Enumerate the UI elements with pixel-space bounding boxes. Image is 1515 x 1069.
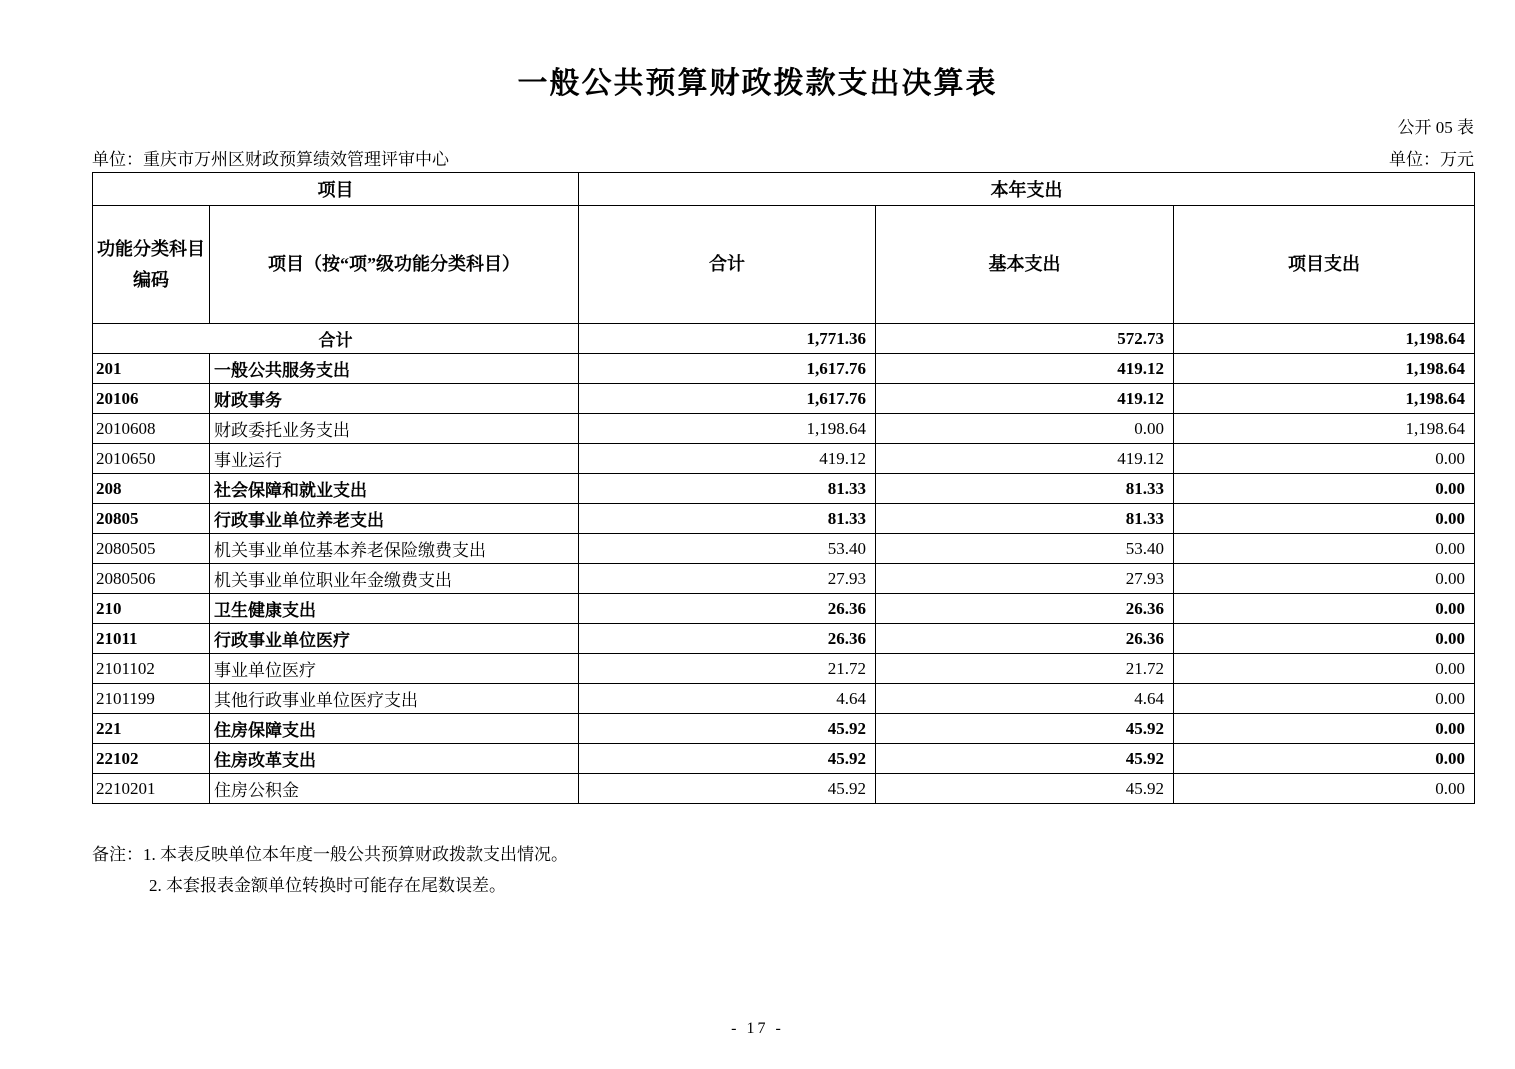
- row-name-cell: 行政事业单位医疗: [210, 624, 579, 654]
- header-group-row: [93, 173, 1475, 206]
- footnote-line-2: 2. 本套报表金额单位转换时可能存在尾数误差。: [149, 876, 506, 895]
- row-basic-cell: 572.73: [876, 324, 1174, 354]
- row-name-cell: 住房公积金: [210, 774, 579, 804]
- row-code-cell: 2210201: [93, 774, 210, 804]
- row-name-cell: 事业单位医疗: [210, 654, 579, 684]
- row-project-cell: 0.00: [1174, 774, 1475, 804]
- page-title: 一般公共预算财政拨款支出决算表: [517, 67, 998, 100]
- header-group-current-year-expenditure: 本年支出: [579, 173, 1475, 206]
- header-col-basic-expenditure: 基本支出: [876, 206, 1174, 324]
- header-columns-row: [93, 206, 1475, 324]
- row-project-cell: 1,198.64: [1174, 384, 1475, 414]
- row-basic-cell: 27.93: [876, 564, 1174, 594]
- row-name-cell: 财政事务: [210, 384, 579, 414]
- row-total-cell: 81.33: [579, 474, 876, 504]
- row-total-cell: 45.92: [579, 774, 876, 804]
- row-code-cell: 20805: [93, 504, 210, 534]
- row-total-cell: 1,617.76: [579, 354, 876, 384]
- row-basic-cell: 45.92: [876, 774, 1174, 804]
- table-row: [93, 774, 1475, 804]
- table-row: [93, 504, 1475, 534]
- footnotes: [92, 839, 568, 901]
- row-basic-cell: 4.64: [876, 684, 1174, 714]
- row-project-cell: 1,198.64: [1174, 324, 1475, 354]
- header-col-total: 合计: [579, 206, 876, 324]
- row-project-cell: 0.00: [1174, 714, 1475, 744]
- row-basic-cell: 45.92: [876, 744, 1174, 774]
- row-name-cell: 机关事业单位基本养老保险缴费支出: [210, 534, 579, 564]
- row-code-cell: 22102: [93, 744, 210, 774]
- row-code-cell: 2101199: [93, 684, 210, 714]
- row-basic-cell: 53.40: [876, 534, 1174, 564]
- row-project-cell: 1,198.64: [1174, 414, 1475, 444]
- row-code-cell: 210: [93, 594, 210, 624]
- table-row: [93, 564, 1475, 594]
- row-project-cell: 0.00: [1174, 564, 1475, 594]
- row-basic-cell: 81.33: [876, 504, 1174, 534]
- table-row: [93, 714, 1475, 744]
- row-basic-cell: 26.36: [876, 594, 1174, 624]
- table-row: [93, 444, 1475, 474]
- table-row: [93, 324, 1475, 354]
- row-basic-cell: 419.12: [876, 384, 1174, 414]
- row-project-cell: 0.00: [1174, 654, 1475, 684]
- table-row: [93, 534, 1475, 564]
- row-total-cell: 419.12: [579, 444, 876, 474]
- row-basic-cell: 81.33: [876, 474, 1174, 504]
- row-project-cell: 0.00: [1174, 594, 1475, 624]
- row-total-cell: 26.36: [579, 624, 876, 654]
- row-name-cell: 事业运行: [210, 444, 579, 474]
- row-project-cell: 0.00: [1174, 504, 1475, 534]
- row-total-cell: 45.92: [579, 714, 876, 744]
- footnote-line-1: 备注：1. 本表反映单位本年度一般公共预算财政拨款支出情况。: [92, 845, 568, 864]
- row-project-cell: 0.00: [1174, 534, 1475, 564]
- table-row: [93, 474, 1475, 504]
- row-code-cell: 20106: [93, 384, 210, 414]
- row-total-cell: 81.33: [579, 504, 876, 534]
- row-code-cell: 201: [93, 354, 210, 384]
- row-basic-cell: 45.92: [876, 714, 1174, 744]
- row-code-cell: 221: [93, 714, 210, 744]
- row-total-cell: 45.92: [579, 744, 876, 774]
- row-name-cell: 财政委托业务支出: [210, 414, 579, 444]
- page-number: - 17 -: [731, 1020, 784, 1037]
- table-row: [93, 354, 1475, 384]
- row-code-cell: 2010608: [93, 414, 210, 444]
- expenditure-table: [92, 172, 1475, 804]
- row-name-cell: 一般公共服务支出: [210, 354, 579, 384]
- row-total-cell: 1,617.76: [579, 384, 876, 414]
- row-name-cell: 社会保障和就业支出: [210, 474, 579, 504]
- row-basic-cell: 0.00: [876, 414, 1174, 444]
- row-project-cell: 0.00: [1174, 444, 1475, 474]
- row-code-cell: 21011: [93, 624, 210, 654]
- row-code-cell: 2010650: [93, 444, 210, 474]
- row-project-cell: 0.00: [1174, 744, 1475, 774]
- row-name-cell: 卫生健康支出: [210, 594, 579, 624]
- table-row: [93, 414, 1475, 444]
- row-total-cell: 21.72: [579, 654, 876, 684]
- row-name-cell: 机关事业单位职业年金缴费支出: [210, 564, 579, 594]
- row-name-cell: 住房改革支出: [210, 744, 579, 774]
- table-row: [93, 624, 1475, 654]
- row-code-cell: 208: [93, 474, 210, 504]
- row-basic-cell: 419.12: [876, 354, 1174, 384]
- row-name-cell: 住房保障支出: [210, 714, 579, 744]
- row-total-cell: 1,198.64: [579, 414, 876, 444]
- row-name-cell: 行政事业单位养老支出: [210, 504, 579, 534]
- row-name-cell: 其他行政事业单位医疗支出: [210, 684, 579, 714]
- table-row: [93, 744, 1475, 774]
- row-project-cell: 1,198.64: [1174, 354, 1475, 384]
- row-code-cell: 2080505: [93, 534, 210, 564]
- row-project-cell: 0.00: [1174, 474, 1475, 504]
- table-row: [93, 654, 1475, 684]
- row-total-cell: 53.40: [579, 534, 876, 564]
- header-col-project-expenditure: 项目支出: [1174, 206, 1475, 324]
- header-col-function-code: 功能分类科目 编码: [93, 206, 210, 324]
- currency-unit-label: 单位：万元: [1389, 150, 1474, 169]
- table-number: 公开 05 表: [1397, 118, 1474, 137]
- row-basic-cell: 419.12: [876, 444, 1174, 474]
- row-total-cell: 1,771.36: [579, 324, 876, 354]
- row-project-cell: 0.00: [1174, 624, 1475, 654]
- row-code-cell: 2080506: [93, 564, 210, 594]
- meta-row: [92, 145, 1474, 170]
- row-total-cell: 4.64: [579, 684, 876, 714]
- row-code-cell: 2101102: [93, 654, 210, 684]
- row-name-cell: 合计: [93, 324, 579, 354]
- row-project-cell: 0.00: [1174, 684, 1475, 714]
- table-row: [93, 684, 1475, 714]
- table-row: [93, 384, 1475, 414]
- row-total-cell: 26.36: [579, 594, 876, 624]
- table-row: [93, 594, 1475, 624]
- reporting-unit-label: 单位：重庆市万州区财政预算绩效管理评审中心: [92, 150, 449, 169]
- footnote-label: 备注：: [92, 845, 143, 864]
- row-basic-cell: 21.72: [876, 654, 1174, 684]
- header-col-item-name: 项目（按“项”级功能分类科目）: [210, 206, 579, 324]
- header-group-item: 项目: [93, 173, 579, 206]
- row-total-cell: 27.93: [579, 564, 876, 594]
- row-basic-cell: 26.36: [876, 624, 1174, 654]
